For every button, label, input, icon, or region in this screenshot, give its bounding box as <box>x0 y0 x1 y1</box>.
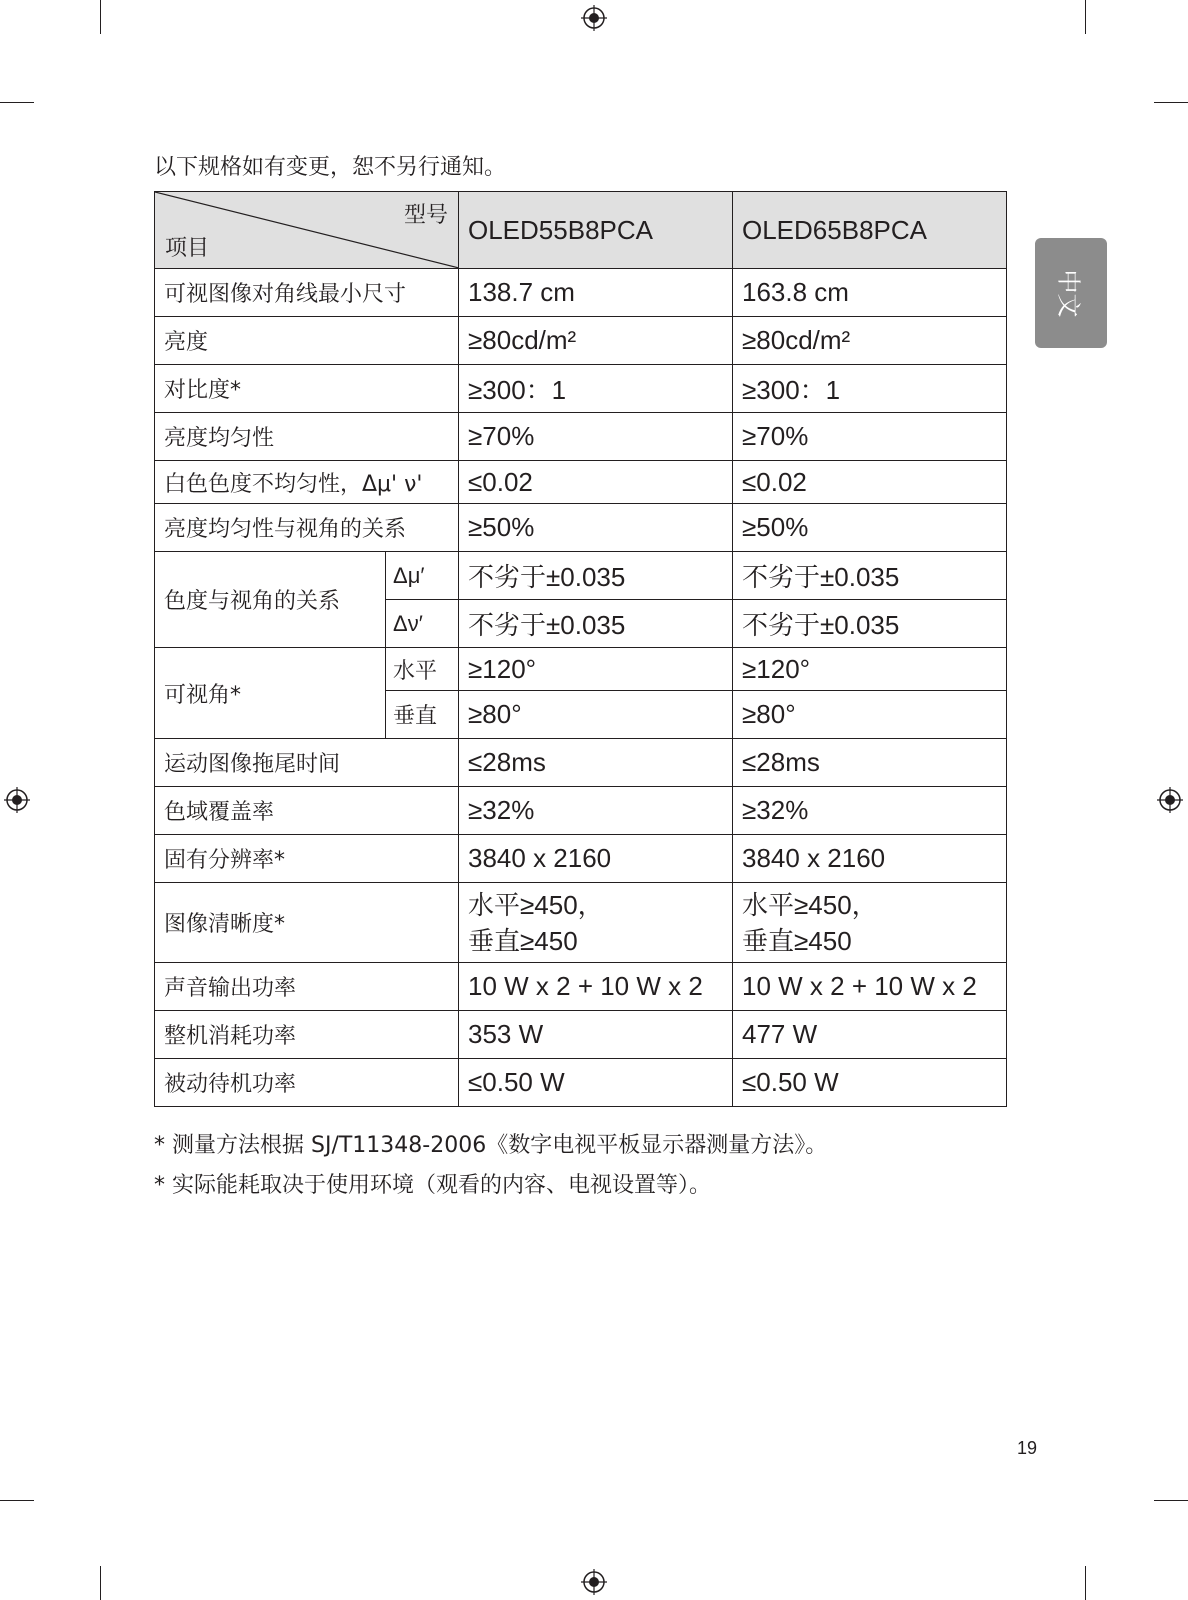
registration-mark-icon <box>581 5 607 31</box>
cell-value: ≥80cd/m² <box>459 317 733 365</box>
table-row <box>155 365 1007 413</box>
crop-mark <box>100 0 101 34</box>
table-row <box>155 883 1007 963</box>
row-label: 亮度均匀性与视角的关系 <box>155 504 459 552</box>
cell-value: 163.8 cm <box>733 269 1007 317</box>
table-row <box>155 552 1007 600</box>
footnote-measurement: * 测量方法根据 SJ/T11348-2006《数字电视平板显示器测量方法》。 <box>154 1133 828 1158</box>
table-header-row <box>155 192 1007 269</box>
table-row <box>155 269 1007 317</box>
cell-value: 3840 x 2160 <box>459 835 733 883</box>
cell-value: 3840 x 2160 <box>733 835 1007 883</box>
table-row <box>155 648 1007 691</box>
row-label: 可视角* <box>155 648 386 739</box>
row-label: 固有分辨率* <box>155 835 459 883</box>
row-label: 亮度 <box>155 317 459 365</box>
footnote-energy: * 实际能耗取决于使用环境（观看的内容、电视设置等）。 <box>154 1173 711 1198</box>
table-row <box>155 787 1007 835</box>
cell-value: ≤0.50 W <box>459 1059 733 1107</box>
cell-value: ≤0.50 W <box>733 1059 1007 1107</box>
row-label: 被动待机功率 <box>155 1059 459 1107</box>
cell-value: ≥80° <box>459 691 733 739</box>
crop-mark <box>100 1566 101 1600</box>
crop-mark <box>1085 1566 1086 1600</box>
cell-value: 不劣于±0.035 <box>733 552 1007 600</box>
cell-value: ≥120° <box>459 648 733 691</box>
registration-mark-icon <box>1157 787 1183 813</box>
cell-value: ≥50% <box>459 504 733 552</box>
cell-value: ≥80cd/m² <box>733 317 1007 365</box>
cell-value: ≥300：1 <box>459 365 733 413</box>
sub-label: Δν′ <box>386 600 459 648</box>
crop-mark <box>0 102 34 103</box>
header-item-label: 项目 <box>165 236 210 261</box>
cell-value: 10 W x 2 + 10 W x 2 <box>733 963 1007 1011</box>
row-label: 色度与视角的关系 <box>155 552 386 648</box>
table-row <box>155 1059 1007 1107</box>
cell-value: ≥70% <box>733 413 1007 461</box>
crop-mark <box>1154 102 1188 103</box>
cell-value: 10 W x 2 + 10 W x 2 <box>459 963 733 1011</box>
table-row <box>155 461 1007 504</box>
row-label: 白色色度不均匀性，Δμ' ν' <box>155 461 459 504</box>
crop-mark <box>1154 1500 1188 1501</box>
cell-value: ≤0.02 <box>733 461 1007 504</box>
cell-value: ≥70% <box>459 413 733 461</box>
cell-value: 353 W <box>459 1011 733 1059</box>
model-header-2: OLED65B8PCA <box>733 192 1007 269</box>
table-row <box>155 739 1007 787</box>
cell-value <box>733 883 1007 963</box>
row-label: 亮度均匀性 <box>155 413 459 461</box>
cell-line: 垂直≥450 <box>742 925 852 956</box>
table-row <box>155 835 1007 883</box>
table-row <box>155 413 1007 461</box>
crop-mark <box>1085 0 1086 34</box>
row-label: 色域覆盖率 <box>155 787 459 835</box>
cell-value: 477 W <box>733 1011 1007 1059</box>
cell-value: 138.7 cm <box>459 269 733 317</box>
cell-value: ≥50% <box>733 504 1007 552</box>
table-row <box>155 1011 1007 1059</box>
row-label: 声音输出功率 <box>155 963 459 1011</box>
cell-line: 水平≥450， <box>742 889 878 920</box>
cell-value: 不劣于±0.035 <box>733 600 1007 648</box>
language-tab <box>1035 238 1107 348</box>
intro-text: 以下规格如有变更，恕不另行通知。 <box>154 155 507 180</box>
table-row <box>155 504 1007 552</box>
registration-mark-icon <box>4 787 30 813</box>
row-label: 运动图像拖尾时间 <box>155 739 459 787</box>
cell-value: ≥120° <box>733 648 1007 691</box>
row-label: 整机消耗功率 <box>155 1011 459 1059</box>
sub-label: 垂直 <box>386 691 459 739</box>
page-number: 19 <box>1017 1438 1038 1458</box>
cell-value: ≤28ms <box>459 739 733 787</box>
cell-value: ≥32% <box>733 787 1007 835</box>
row-label: 对比度* <box>155 365 459 413</box>
cell-line: 水平≥450， <box>468 889 604 920</box>
table-row <box>155 963 1007 1011</box>
row-label: 图像清晰度* <box>155 883 459 963</box>
cell-value <box>459 883 733 963</box>
sub-label: 水平 <box>386 648 459 691</box>
header-corner-cell <box>155 192 459 269</box>
sub-label: Δμ′ <box>386 552 459 600</box>
cell-value: 不劣于±0.035 <box>459 600 733 648</box>
cell-value: ≥300：1 <box>733 365 1007 413</box>
cell-line: 垂直≥450 <box>468 925 578 956</box>
language-tab-label: 中文 <box>1054 269 1083 317</box>
crop-mark <box>0 1500 34 1501</box>
cell-value: ≥80° <box>733 691 1007 739</box>
row-label: 可视图像对角线最小尺寸 <box>155 269 459 317</box>
cell-value: ≤0.02 <box>459 461 733 504</box>
header-model-label: 型号 <box>403 203 448 228</box>
table-row <box>155 317 1007 365</box>
cell-value: ≤28ms <box>733 739 1007 787</box>
cell-value: ≥32% <box>459 787 733 835</box>
cell-value: 不劣于±0.035 <box>459 552 733 600</box>
spec-table <box>154 191 1007 1107</box>
registration-mark-icon <box>581 1569 607 1595</box>
model-header-1: OLED55B8PCA <box>459 192 733 269</box>
